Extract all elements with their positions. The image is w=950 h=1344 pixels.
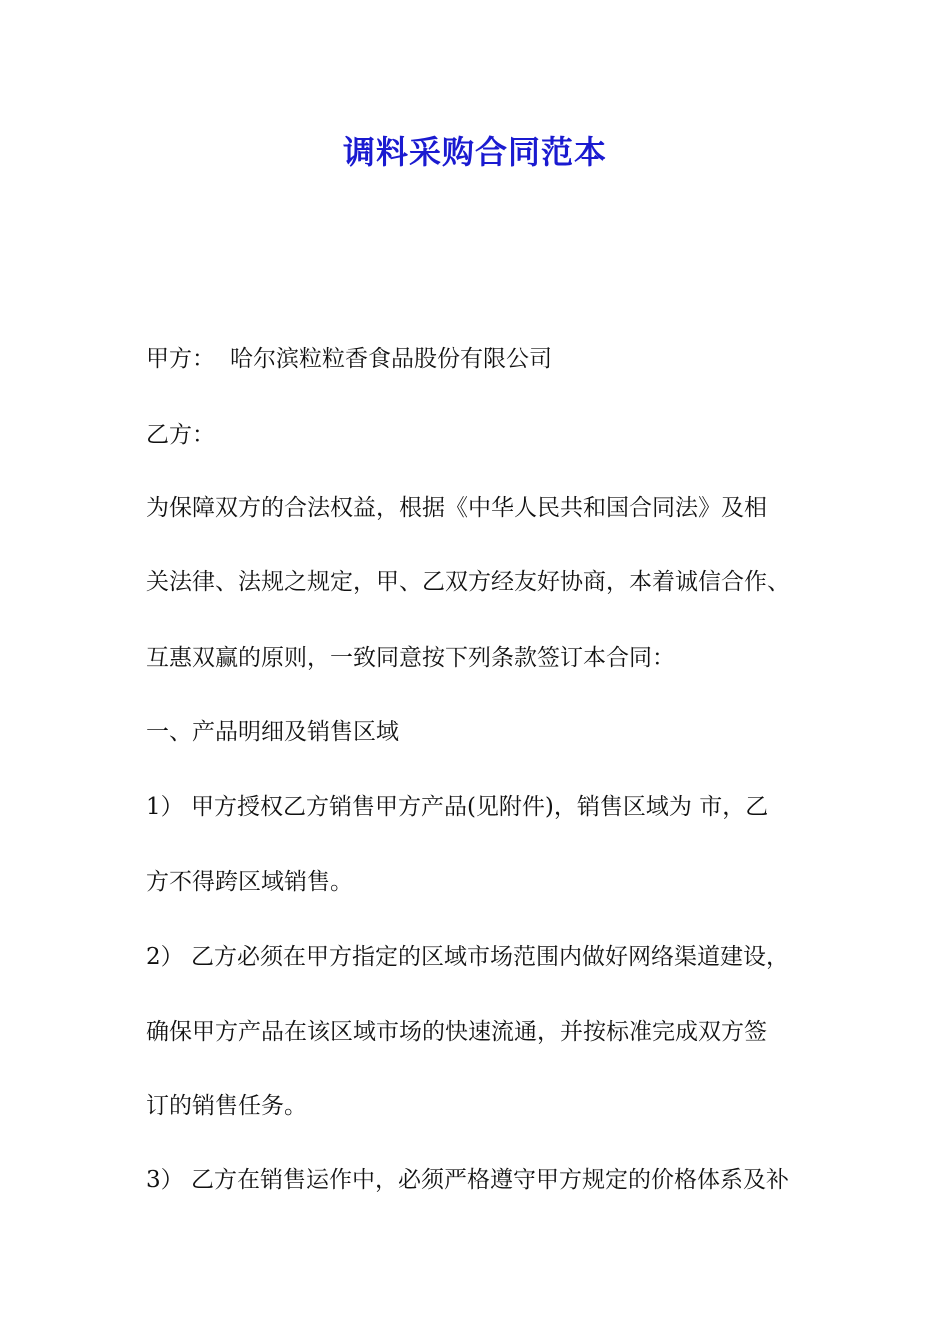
party-b-line xyxy=(146,418,215,452)
paragraph-line: 方不得跨区域销售。 xyxy=(146,869,353,895)
party-a-value: 哈尔滨粒粒香食品股份有限公司 xyxy=(230,346,552,372)
party-a-line xyxy=(146,342,552,376)
paragraph-line: 1） 甲方授权乙方销售甲方产品(见附件)，销售区域为 市，乙 xyxy=(146,794,769,820)
party-a-label: 甲方： xyxy=(146,346,215,372)
paragraph-line: 3） 乙方在销售运作中，必须严格遵守甲方规定的价格体系及补 xyxy=(146,1167,789,1193)
document-title: 调料采购合同范本 xyxy=(342,133,607,171)
paragraph-line: 2） 乙方必须在甲方指定的区域市场范围内做好网络渠道建设， xyxy=(146,944,789,970)
paragraph-line: 为保障双方的合法权益，根据《中华人民共和国合同法》及相 xyxy=(146,495,767,521)
paragraph-line: 订的销售任务。 xyxy=(146,1093,307,1119)
paragraph-line: 关法律、法规之规定，甲、乙双方经友好协商，本着诚信合作、 xyxy=(146,569,790,595)
paragraph-line: 确保甲方产品在该区域市场的快速流通，并按标准完成双方签 xyxy=(146,1019,767,1045)
paragraph-line: 互惠双赢的原则，一致同意按下列条款签订本合同： xyxy=(146,645,675,671)
section-heading: 一、产品明细及销售区域 xyxy=(146,719,399,745)
party-b-label: 乙方： xyxy=(146,422,215,448)
